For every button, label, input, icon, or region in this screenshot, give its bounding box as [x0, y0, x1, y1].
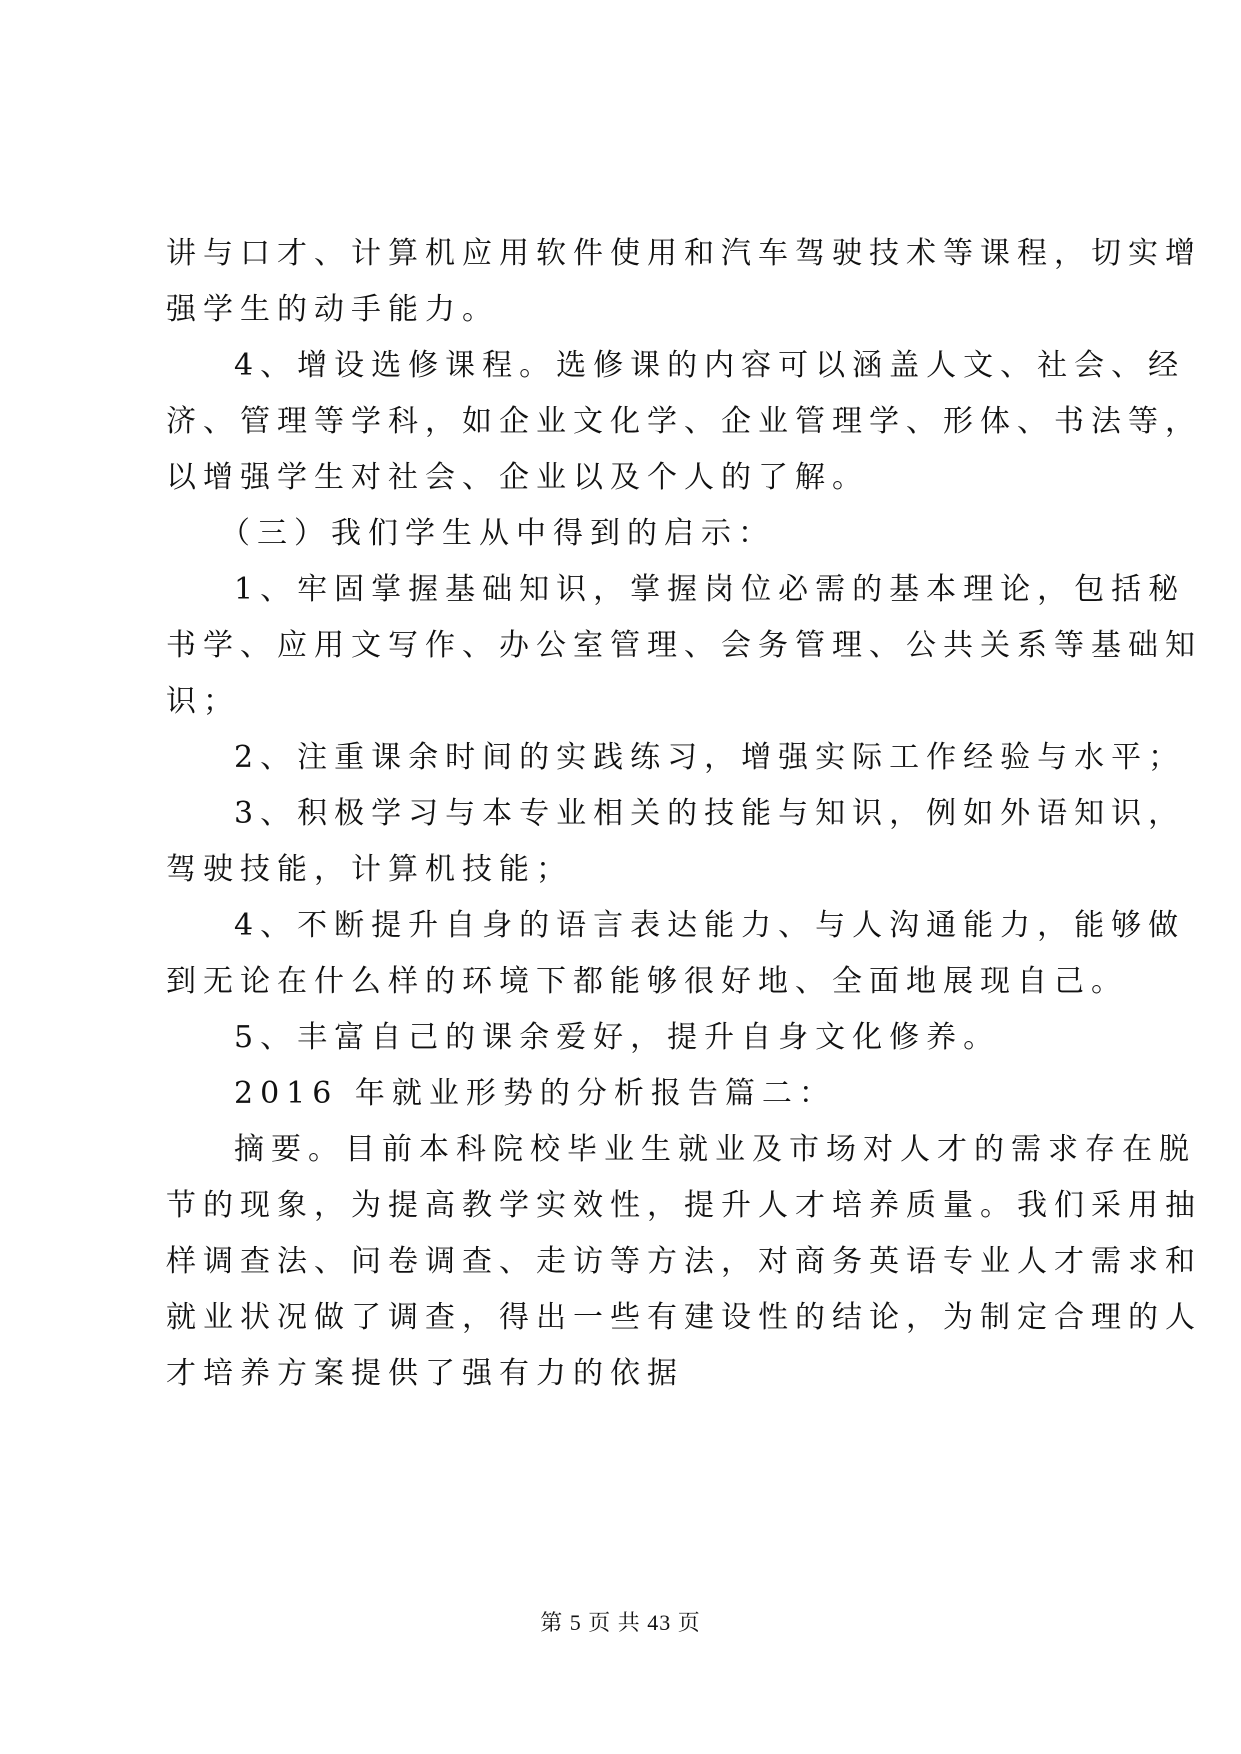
- report-heading: 2016 年就业形势的分析报告篇二：: [234, 1076, 836, 1111]
- body-line-15: 5、丰富自己的课余爱好，提升自身文化修养。: [234, 1020, 1001, 1055]
- body-line-7: 1、牢固掌握基础知识，掌握岗位必需的基本理论，包括秘: [234, 572, 1186, 607]
- body-line-14: 到无论在什么样的环境下都能够很好地、全面地展现自己。: [166, 964, 1128, 999]
- section-heading: （三）我们学生从中得到的启示：: [220, 516, 775, 551]
- body-line-2: 强学生的动手能力。: [166, 292, 499, 327]
- body-line-13: 4、不断提升自身的语言表达能力、与人沟通能力，能够做: [234, 908, 1186, 943]
- abstract-line-4: 就业状况做了调查，得出一些有建设性的结论，为制定合理的人: [166, 1300, 1202, 1335]
- body-line-11: 3、积极学习与本专业相关的技能与知识，例如外语知识，: [234, 796, 1186, 831]
- body-line-8: 书学、应用文写作、办公室管理、会务管理、公共关系等基础知: [166, 628, 1202, 663]
- page-number-footer: 第 5 页 共 43 页: [540, 1610, 701, 1635]
- body-line-1: 讲与口才、计算机应用软件使用和汽车驾驶技术等课程，切实增: [166, 236, 1202, 271]
- abstract-line-3: 样调查法、问卷调查、走访等方法，对商务英语专业人才需求和: [166, 1244, 1202, 1279]
- body-line-9: 识；: [166, 684, 240, 719]
- abstract-line-2: 节的现象，为提高教学实效性，提升人才培养质量。我们采用抽: [166, 1188, 1202, 1223]
- body-line-3: 4、增设选修课程。选修课的内容可以涵盖人文、社会、经: [234, 348, 1186, 383]
- body-line-5: 以增强学生对社会、企业以及个人的了解。: [166, 460, 869, 495]
- body-line-12: 驾驶技能，计算机技能；: [166, 852, 573, 887]
- body-line-10: 2、注重课余时间的实践练习，增强实际工作经验与水平；: [234, 740, 1186, 775]
- body-line-4: 济、管理等学科，如企业文化学、企业管理学、形体、书法等，: [166, 404, 1202, 439]
- abstract-line-1: 摘要。目前本科院校毕业生就业及市场对人才的需求存在脱: [234, 1132, 1196, 1167]
- document-body: [166, 226, 1202, 1402]
- abstract-line-5: 才培养方案提供了强有力的依据: [166, 1356, 684, 1391]
